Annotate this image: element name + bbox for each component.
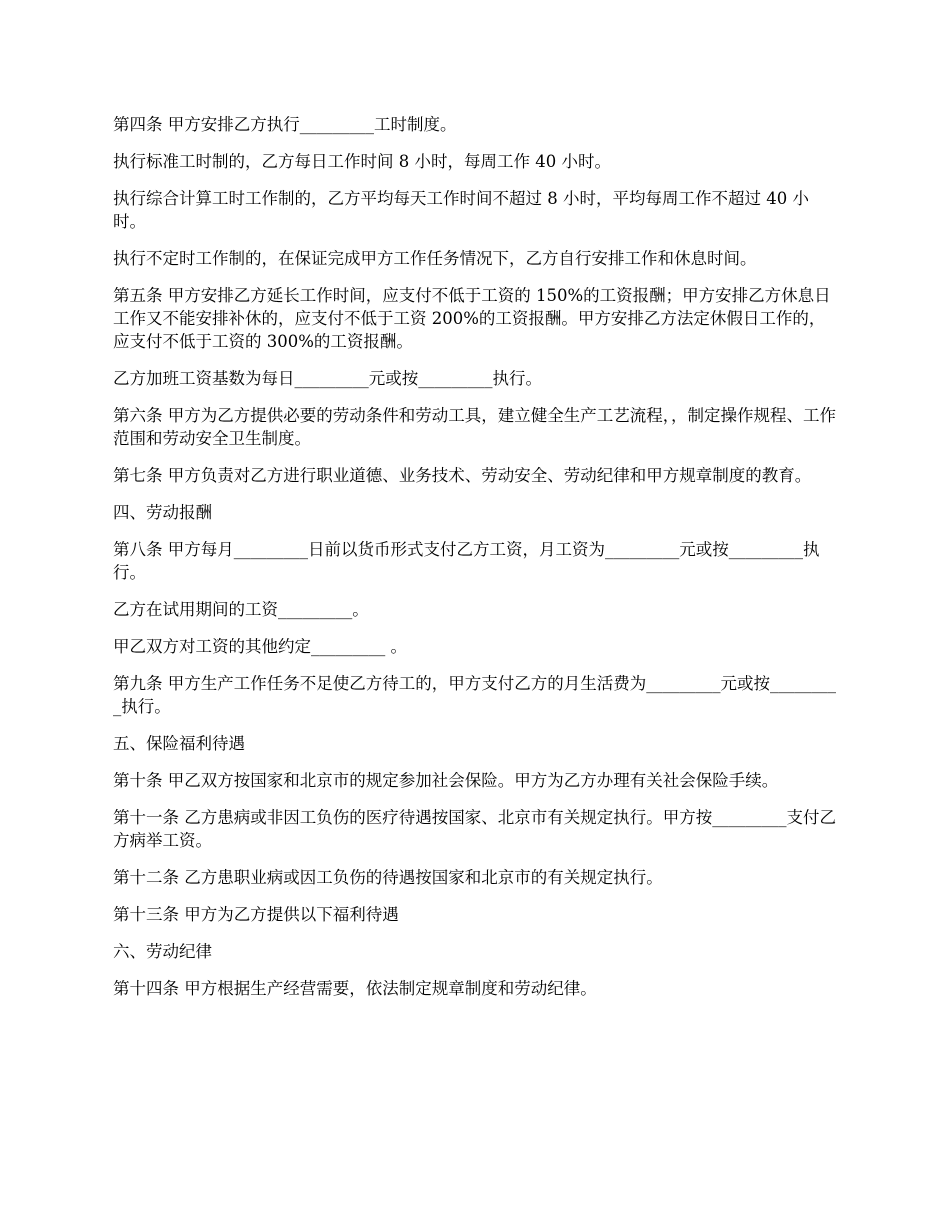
probation-wage-paragraph: 乙方在试用期间的工资_________。 bbox=[113, 600, 369, 619]
overtime-base-paragraph: 乙方加班工资基数为每日_________元或按_________执行。 bbox=[113, 369, 542, 388]
article-4-paragraph: 第四条 甲方安排乙方执行_________工时制度。 bbox=[113, 115, 457, 134]
section-5-heading: 五、保险福利待遇 bbox=[113, 734, 245, 753]
document-body bbox=[113, 113, 838, 1014]
section-4-heading: 四、劳动报酬 bbox=[113, 503, 212, 522]
article-12-paragraph: 第十二条 乙方患职业病或因工负伤的待遇按国家和北京市的有关规定执行。 bbox=[113, 868, 663, 887]
article-10-paragraph: 第十条 甲乙双方按国家和北京市的规定参加社会保险。甲方为乙方办理有关社会保险手续。 bbox=[113, 771, 779, 790]
article-6-paragraph: 第六条 甲方为乙方提供必要的劳动条件和劳动工具，建立健全生产工艺流程，，制定操作规程、工作范围和劳动安全卫生制度。 bbox=[113, 406, 836, 448]
section-6-heading: 六、劳动纪律 bbox=[113, 942, 212, 961]
other-wage-agreement-paragraph: 甲乙双方对工资的其他约定_________ 。 bbox=[113, 637, 407, 656]
article-9-paragraph: 第九条 甲方生产工作任务不足使乙方待工的，甲方支付乙方的月生活费为_________元或按_________执行。 bbox=[113, 674, 836, 716]
article-11-paragraph: 第十一条 乙方患病或非因工负伤的医疗待遇按国家、北京市有关规定执行。甲方按_________支付乙方病举工资。 bbox=[113, 808, 836, 850]
standard-hours-paragraph: 执行标准工时制的，乙方每日工作时间 8 小时，每周工作 40 小时。 bbox=[113, 152, 611, 171]
article-14-paragraph: 第十四条 甲方根据生产经营需要，依法制定规章制度和劳动纪律。 bbox=[113, 979, 597, 998]
article-7-paragraph: 第七条 甲方负责对乙方进行职业道德、业务技术、劳动安全、劳动纪律和甲方规章制度的教育。 bbox=[113, 466, 812, 485]
article-13-paragraph: 第十三条 甲方为乙方提供以下福利待遇 bbox=[113, 905, 399, 924]
article-8-paragraph: 第八条 甲方每月_________日前以货币形式支付乙方工资，月工资为_________元或按_________执行。 bbox=[113, 540, 820, 582]
flexible-hours-paragraph: 执行不定时工作制的，在保证完成甲方工作任务情况下，乙方自行安排工作和休息时间。 bbox=[113, 249, 757, 268]
article-5-paragraph: 第五条 甲方安排乙方延长工作时间，应支付不低于工资的 150%的工资报酬；甲方安排乙方休息日工作又不能安排补休的，应支付不低于工资 200%的工资报酬。甲方安排乙方法定休假日工作的，应支付不低于工资的 300%的工资报酬。 bbox=[113, 286, 831, 351]
comprehensive-hours-paragraph: 执行综合计算工时工作制的，乙方平均每天工作时间不超过 8 小时，平均每周工作不超过 40 小时。 bbox=[113, 189, 809, 231]
